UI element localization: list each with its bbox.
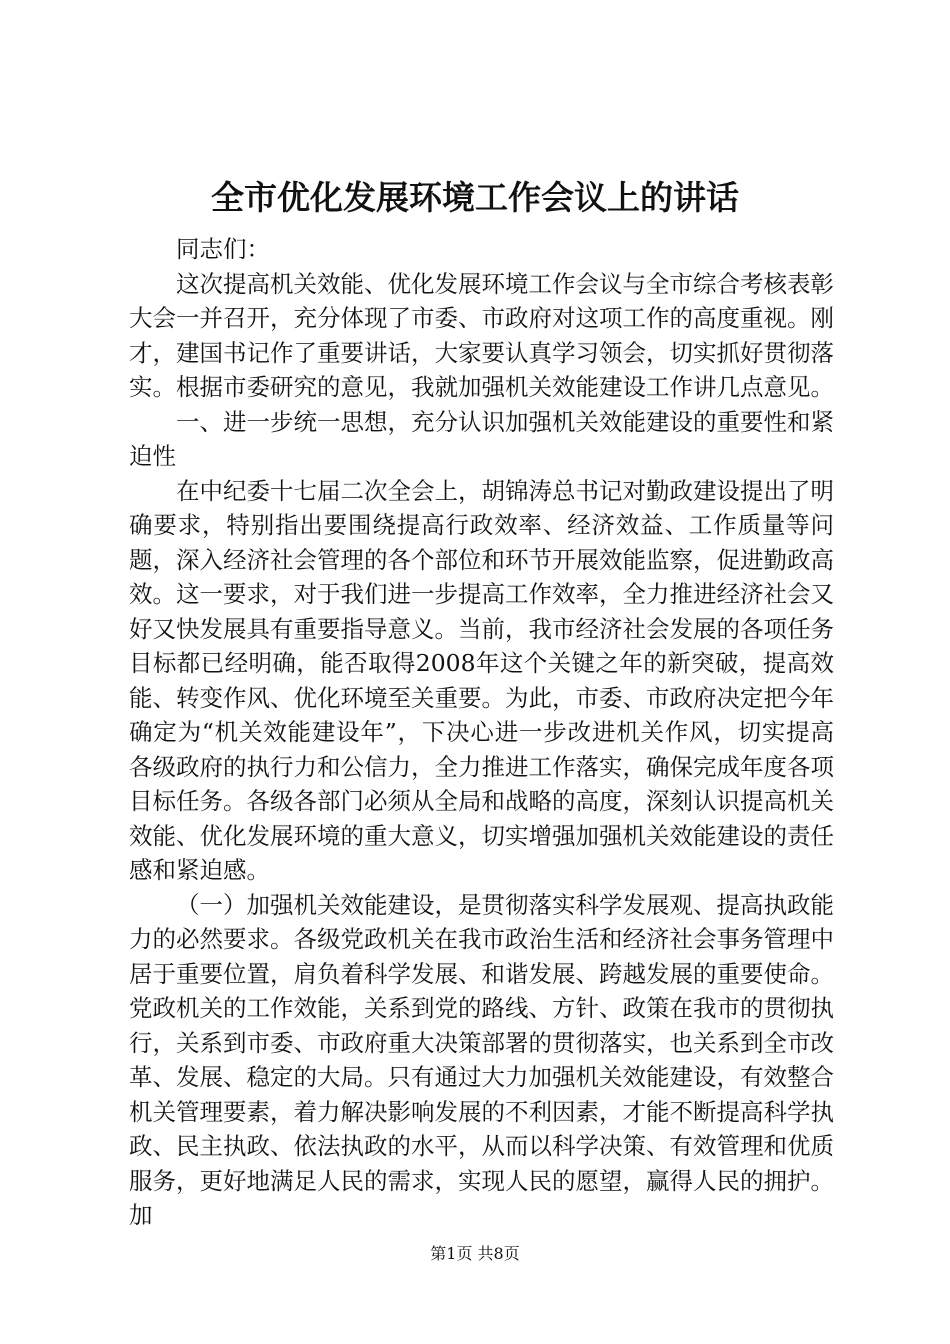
document-title: 全市优化发展环境工作会议上的讲话 <box>211 178 739 217</box>
body-paragraph: （一）加强机关效能建设，是贯彻落实科学发展观、提高执政能力的必然要求。各级党政机关在我市政治生活和经济社会事务管理中居于重要位置，肩负着科学发展、和谐发展、跨越发展的重要使命。党政机关的工作效能，关系到党的路线、方针、政策在我市的贯彻执行，关系到市委、市政府重大决策部署的贯彻落实，也关系到全市改革、发展、稳定的大局。只有通过大力加强机关效能建设，有效整合机关管理要素，着力解决影响发展的不利因素，才能不断提高科学执政、民主执政、依法执政的水平，从而以科学决策、有效管理和优质服务，更好地满足人民的需求，实现人民的愿望，赢得人民的拥护。加 <box>129 890 834 1229</box>
section-heading: 一、进一步统一思想，充分认识加强机关效能建设的重要性和紧迫性 <box>129 407 834 470</box>
salutation: 同志们： <box>176 235 270 263</box>
body-paragraph: 这次提高机关效能、优化发展环境工作会议与全市综合考核表彰大会一并召开，充分体现了市委、市政府对这项工作的高度重视。刚才，建国书记作了重要讲话，大家要认真学习领会，切实抓好贯彻落实。根据市委研究的意见，我就加强机关效能建设工作讲几点意见。 <box>129 269 834 401</box>
document-body <box>129 232 834 1233</box>
page-number-footer: 第1页 共8页 <box>430 1244 520 1263</box>
body-paragraph: 在中纪委十七届二次全会上，胡锦涛总书记对勤政建设提出了明确要求，特别指出要围绕提高行政效率、经济效益、工作质量等问题，深入经济社会管理的各个部位和环节开展效能监察，促进勤政高效。这一要求，对于我们进一步提高工作效率，全力推进经济社会又好又快发展具有重要指导意义。当前，我市经济社会发展的各项任务目标都已经明确，能否取得2008年这个关键之年的新突破，提高效能、转变作风、优化环境至关重要。为此，市委、市政府决定把今年确定为“机关效能建设年”，下决心进一步改进机关作风，切实提高各级政府的执行力和公信力，全力推进工作落实，确保完成年度各项目标任务。各级各部门必须从全局和战略的高度，深刻认识提高机关效能、优化发展环境的重大意义，切实增强加强机关效能建设的责任感和紧迫感。 <box>129 476 834 884</box>
